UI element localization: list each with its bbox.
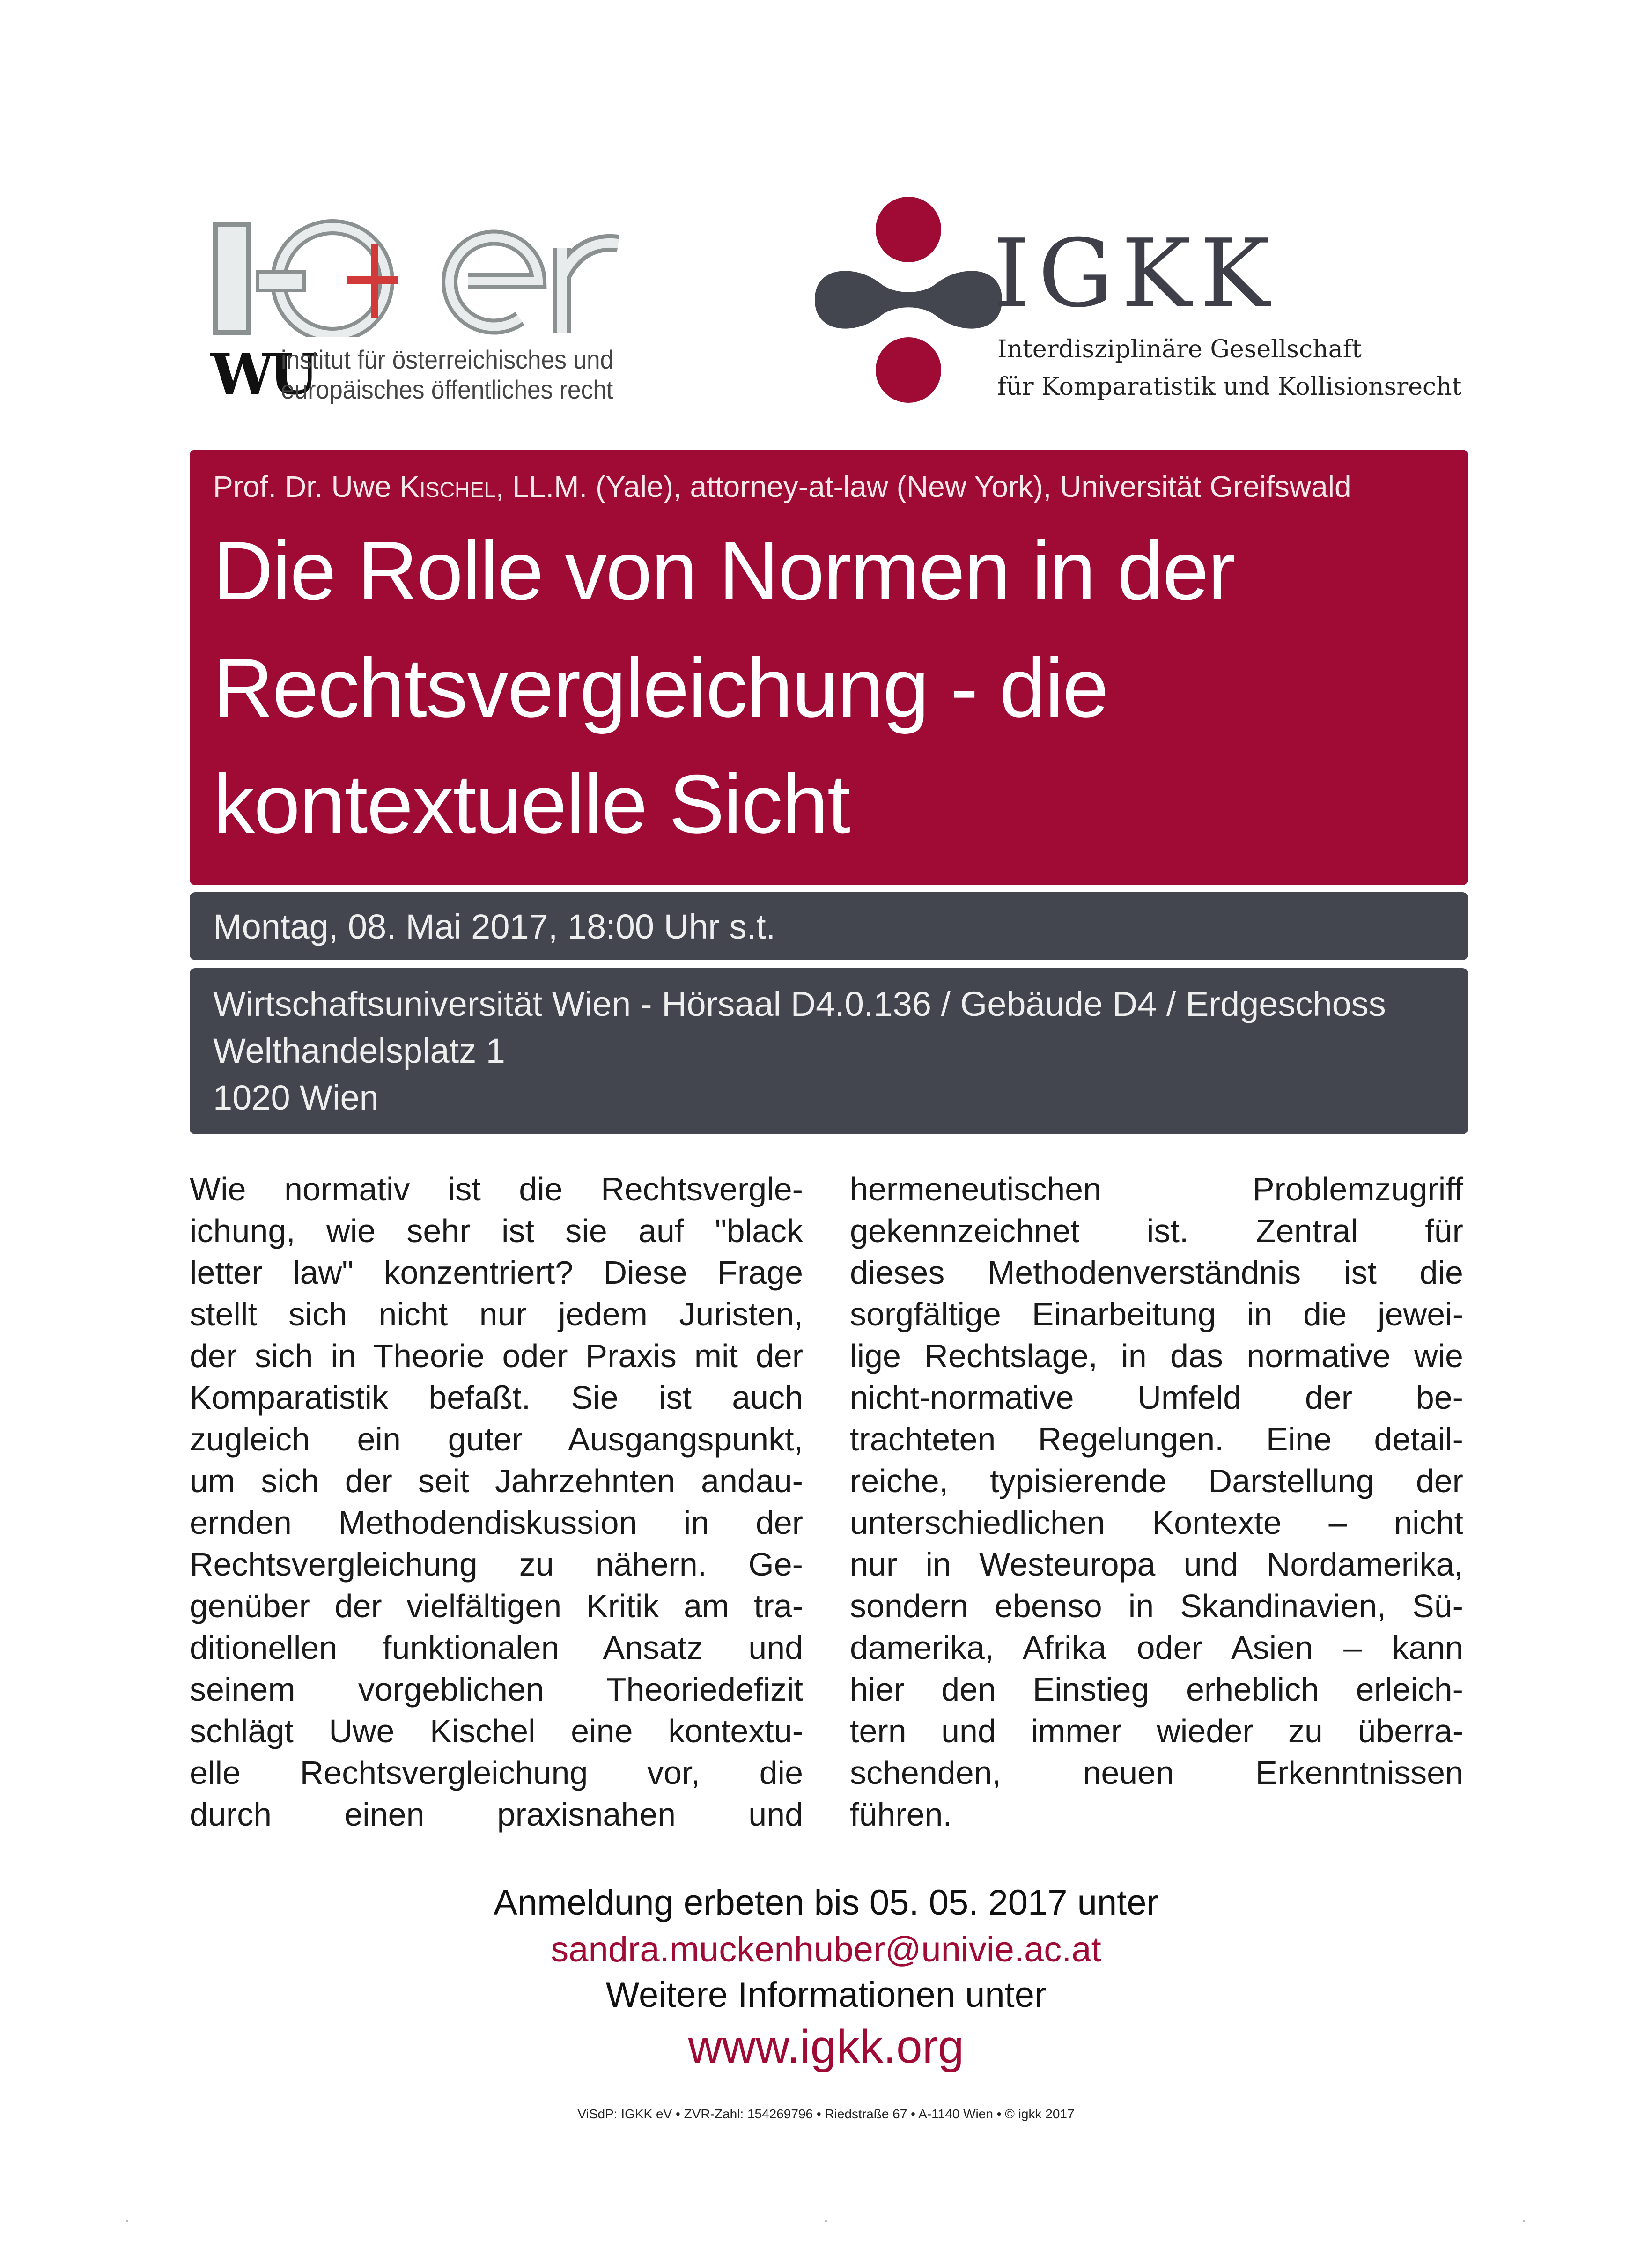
venue-room: Wirtschaftsuniversität Wien - Hörsaal D4.0.136 / Gebäude D4 / Erdgeschoss xyxy=(213,984,1386,1023)
abstract-line: genüber der vielfältigen Kritik am tra- xyxy=(190,1588,803,1624)
event-date: Montag, 08. Mai 2017, 18:00 Uhr s.t. xyxy=(213,907,776,946)
date-banner xyxy=(190,892,1468,960)
abstract-line: hier den Einstieg erheblich erleich- xyxy=(850,1671,1463,1708)
abstract-line: Komparatistik befaßt. Sie ist auch xyxy=(190,1379,803,1416)
abstract-line: nur in Westeuropa und Nordamerika, xyxy=(850,1546,1463,1583)
title-banner xyxy=(190,450,1468,885)
abstract-line: dieses Methodenverständnis ist die xyxy=(850,1254,1463,1291)
abstract-line: letter law" konzentriert? Diese Frage xyxy=(190,1254,803,1291)
abstract-line: reiche, typisierende Darstellung der xyxy=(850,1463,1463,1499)
abstract-line: nicht-normative Umfeld der be- xyxy=(850,1379,1463,1416)
abstract-line: Wie normativ ist die Rechtsvergle- xyxy=(190,1171,803,1207)
lecture-title-line2: Rechtsvergleichung - die xyxy=(213,641,1108,734)
speaker-prefix: Prof. Dr. Uwe xyxy=(213,470,400,503)
crop-mark xyxy=(126,2220,128,2222)
imprint: ViSdP: IGKK eV • ZVR-Zahl: 154269796 • Riedstraße 67 • A-1140 Wien • © igkk 2017 xyxy=(577,2107,1075,2121)
abstract-column-left xyxy=(190,1169,803,1835)
lecture-title-line3: kontextuelle Sicht xyxy=(213,757,850,851)
lecture-title-line1: Die Rolle von Normen in der xyxy=(213,524,1235,617)
speaker-affiliation: , LL.M. (Yale), attorney-at-law (New York), Universität Greifswald xyxy=(495,470,1351,503)
abstract-line: schlägt Uwe Kischel eine kontextu- xyxy=(190,1713,803,1749)
abstract-line: zugleich ein guter Ausgangspunkt, xyxy=(190,1421,803,1458)
ioer-name-line2: europäisches öffentliches recht xyxy=(281,375,613,404)
speaker-line xyxy=(213,469,1351,504)
igkk-name-line2: für Komparatistik und Kollisionsrecht xyxy=(997,373,1462,401)
crop-mark xyxy=(825,2220,827,2222)
igkk-emblem-icon xyxy=(805,194,1007,405)
abstract-line: ditionellen funktionalen Ansatz und xyxy=(190,1629,803,1666)
igkk-logo xyxy=(805,194,1461,414)
abstract-line: sondern ebenso in Skandinavien, Sü- xyxy=(850,1588,1463,1624)
abstract-line: um sich der seit Jahrzehnten andau- xyxy=(190,1463,803,1499)
website-link[interactable]: www.igkk.org xyxy=(688,2020,964,2073)
ioer-logo xyxy=(206,206,642,412)
abstract-line: Rechtsvergleichung zu nähern. Ge- xyxy=(190,1546,803,1583)
ioer-wordmark xyxy=(206,206,627,337)
abstract-line: elle Rechtsvergleichung vor, die xyxy=(190,1754,803,1791)
abstract-line: stellt sich nicht nur jedem Juristen, xyxy=(190,1296,803,1332)
abstract-line: tern und immer wieder zu überra- xyxy=(850,1713,1463,1749)
abstract-line: hermeneutischen Problemzugriff xyxy=(850,1171,1463,1207)
ioer-name-line1: institut für österreichisches und xyxy=(281,345,614,374)
abstract-line: seinem vorgeblichen Theoriedefizit xyxy=(190,1671,803,1708)
abstract-line: unterschiedlichen Kontexte – nicht xyxy=(850,1504,1463,1541)
crop-mark xyxy=(1523,2220,1525,2222)
abstract-line: ichung, wie sehr ist sie auf "black xyxy=(190,1213,803,1249)
igkk-abbreviation: IGKK xyxy=(993,219,1278,328)
igkk-name-line1: Interdisziplinäre Gesellschaft xyxy=(997,335,1362,363)
registration-note: Anmeldung erbeten bis 05. 05. 2017 unter xyxy=(494,1883,1158,1923)
abstract-line: sorgfältige Einarbeitung in die jewei- xyxy=(850,1296,1463,1332)
abstract-line: lige Rechtslage, in das normative wie xyxy=(850,1338,1463,1374)
abstract-line: damerika, Afrika oder Asien – kann xyxy=(850,1629,1463,1666)
speaker-surname: Kischel xyxy=(399,470,496,503)
registration-email-link[interactable]: sandra.muckenhuber@univie.ac.at xyxy=(551,1930,1101,1969)
abstract-line: gekennzeichnet ist. Zentral für xyxy=(850,1213,1463,1249)
abstract-column-right xyxy=(850,1169,1463,1835)
abstract-line: ernden Methodendiskussion in der xyxy=(190,1504,803,1541)
venue-street: Welthandelsplatz 1 xyxy=(213,1031,505,1070)
abstract-line: schenden, neuen Erkenntnissen xyxy=(850,1754,1463,1791)
venue-banner xyxy=(190,968,1468,1134)
venue-city: 1020 Wien xyxy=(213,1078,379,1117)
abstract-line: der sich in Theorie oder Praxis mit der xyxy=(190,1338,803,1374)
abstract-line: trachteten Regelungen. Eine detail- xyxy=(850,1421,1463,1458)
wu-logo: WU xyxy=(211,341,314,407)
abstract-line: führen. xyxy=(850,1796,952,1833)
abstract-line: durch einen praxisnahen und xyxy=(190,1796,803,1833)
more-info-note: Weitere Informationen unter xyxy=(605,1975,1047,2015)
